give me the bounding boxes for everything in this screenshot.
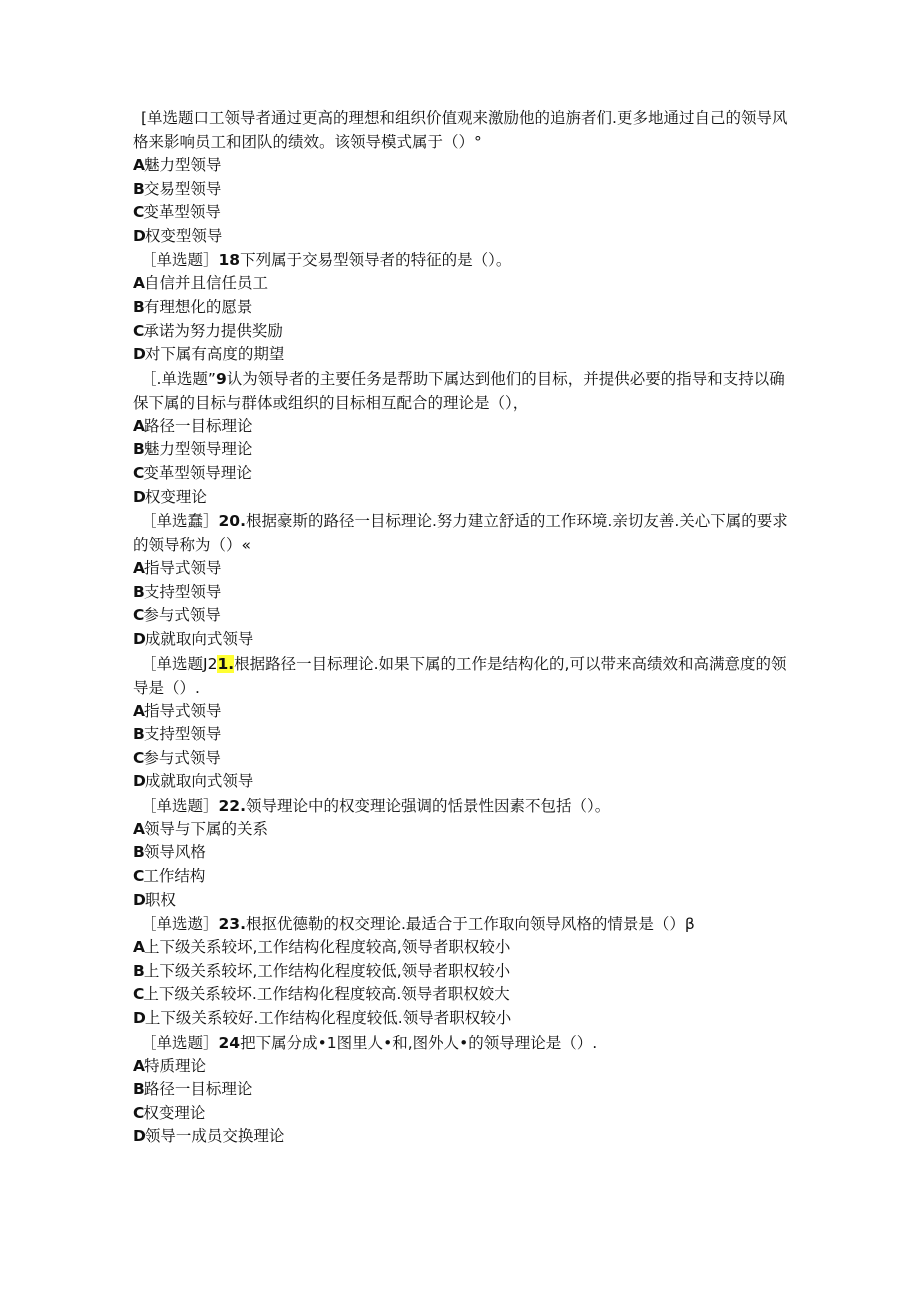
- option-letter: D: [133, 487, 145, 506]
- option-d: [133, 889, 793, 913]
- option-a: [133, 415, 793, 439]
- question-number: 24: [218, 1033, 241, 1052]
- question-stem: [133, 794, 793, 818]
- option-letter: C: [133, 1103, 144, 1122]
- option-text: 支持型领导: [143, 582, 222, 601]
- option-text: 参与式领导: [143, 606, 221, 625]
- option-letter: B: [133, 1080, 144, 1099]
- option-d: [133, 225, 793, 249]
- option-text: 上下级关系较好.工作结构化程度较低.领导者职权较小: [144, 1009, 512, 1028]
- option-letter: A: [133, 1056, 144, 1075]
- option-letter: B: [133, 725, 144, 744]
- option-letter: C: [133, 321, 144, 340]
- stem-prefix: ［单选题］: [141, 251, 219, 270]
- stem-text: 把下属分成•1图里人•和,图外人•的领导理论是（）.: [240, 1033, 598, 1052]
- option-text: 指导式领导: [144, 559, 222, 578]
- option-c: [133, 865, 793, 889]
- option-letter: C: [133, 203, 144, 222]
- option-letter: B: [133, 961, 144, 980]
- question-18: [133, 248, 793, 366]
- option-b: [133, 438, 793, 462]
- option-a: [133, 557, 793, 581]
- option-b: [133, 581, 793, 605]
- stem-text: 认为领导者的主要任务是帮助下属达到他们的目标，并提供必要的指导和支持以确保下属的目标与群体或组织的目标相互配合的理论是（），: [133, 369, 785, 412]
- question-stem: [单选题口工领导者通过更高的理想和组织价值观来激励他的追旃者们.更多地通过自己的领导风格来影响员工和团队的绩效。该领导模式属于（）°: [133, 109, 788, 151]
- question-number: 22.: [218, 796, 246, 815]
- option-letter: B: [133, 297, 144, 316]
- question-stem: [133, 912, 793, 936]
- option-c: [133, 462, 793, 486]
- stem-text: 根抠优德勒的权交理论.最适合于工作取向领导风格的情景是（）β: [245, 915, 695, 934]
- option-b: [133, 1078, 793, 1102]
- option-letter: A: [133, 416, 144, 435]
- option-letter: A: [133, 938, 144, 957]
- option-text: 变革型领导: [143, 203, 221, 222]
- stem-text: 根据路径一目标理论.如果下属的工作是结构化的,可以带来高绩效和高满意度的领导是（）.: [133, 654, 787, 697]
- option-text: 魅力型领导: [144, 156, 222, 174]
- option-b: [133, 723, 793, 747]
- option-text: 工作结构: [143, 867, 206, 886]
- option-text: 权变理论: [144, 487, 207, 506]
- option-a: [133, 154, 793, 178]
- stem-prefix: ［单选题］: [141, 796, 219, 815]
- stem-prefix: ［.单选题”: [141, 369, 216, 388]
- option-letter: C: [133, 748, 144, 767]
- option-c: [133, 747, 793, 771]
- question-number: 20.: [218, 512, 246, 531]
- question-stem: [133, 652, 793, 700]
- option-d: [133, 1007, 793, 1031]
- stem-prefix: ［单选题］: [141, 1033, 219, 1052]
- stem-text: 根据豪斯的路径一目标理论.努力建立舒适的工作环境.亲切友善.关心下属的要求的领导称为（）«: [133, 512, 788, 555]
- option-c: [133, 201, 793, 225]
- option-a: [133, 272, 793, 296]
- document-page: [133, 106, 793, 1149]
- option-letter: B: [133, 582, 144, 601]
- stem-prefix: ［单选蠢］: [141, 512, 219, 531]
- option-letter: A: [133, 819, 144, 838]
- option-letter: A: [133, 559, 144, 578]
- option-text: 参与式领导: [143, 748, 221, 767]
- option-letter: B: [133, 179, 144, 198]
- option-d: [133, 486, 793, 510]
- question-stem: [133, 367, 793, 415]
- question-number: 23.: [218, 915, 246, 934]
- option-letter: D: [133, 1009, 145, 1028]
- option-d: [133, 1125, 793, 1149]
- option-text: 权变型领导: [144, 226, 223, 245]
- option-letter: A: [133, 156, 144, 174]
- option-b: [133, 178, 793, 202]
- option-a: [133, 818, 793, 842]
- option-text: 魅力型领导理论: [143, 440, 253, 459]
- question-number: 9: [215, 369, 227, 388]
- option-text: 对下属有高度的期望: [144, 345, 285, 364]
- option-b: [133, 960, 793, 984]
- option-letter: D: [133, 345, 145, 364]
- option-text: 路径一目标理论: [144, 416, 253, 435]
- option-letter: D: [133, 226, 145, 245]
- question-stem: [133, 509, 793, 557]
- option-d: [133, 770, 793, 794]
- option-letter: D: [133, 1127, 145, 1146]
- option-b: [133, 296, 793, 320]
- option-text: 指导式领导: [144, 701, 222, 720]
- option-text: 有理想化的愿景: [143, 297, 253, 316]
- option-text: 成就取向式领导: [144, 629, 254, 648]
- option-text: 领导风格: [143, 843, 206, 862]
- option-a: [133, 936, 793, 960]
- option-text: 路径一目标理论: [143, 1080, 253, 1099]
- option-letter: C: [133, 463, 144, 482]
- question-24: [133, 1031, 793, 1149]
- question-23: [133, 912, 793, 1030]
- option-d: [133, 343, 793, 367]
- option-c: [133, 1102, 793, 1126]
- stem-text: 下列属于交易型领导者的特征的是（）。: [240, 251, 512, 270]
- question-19: [133, 367, 793, 509]
- option-text: 成就取向式领导: [144, 772, 254, 791]
- option-a: [133, 700, 793, 724]
- question-1: [133, 106, 793, 248]
- option-letter: A: [133, 701, 144, 720]
- question-stem: [133, 1031, 793, 1055]
- option-letter: D: [133, 890, 145, 909]
- option-text: 承诺为努力提供奖励: [143, 321, 283, 340]
- option-letter: B: [133, 843, 144, 862]
- option-text: 上下级关系较坏,工作结构化程度较高,领导者职权较小: [144, 938, 511, 957]
- option-letter: D: [133, 772, 145, 791]
- option-c: [133, 320, 793, 344]
- stem-text: 领导理论中的权变理论强调的恬景性因素不包括（）。: [245, 796, 611, 815]
- question-20: [133, 509, 793, 651]
- option-d: [133, 628, 793, 652]
- option-text: 自信并且信任员工: [144, 274, 269, 293]
- option-letter: B: [133, 440, 144, 459]
- option-text: 上下级关系较坏,工作结构化程度较低,领导者职权较小: [143, 961, 511, 980]
- option-text: 变革型领导理论: [143, 463, 252, 482]
- option-text: 交易型领导: [143, 179, 222, 198]
- question-stem: [133, 248, 793, 272]
- option-letter: C: [133, 985, 144, 1004]
- option-letter: A: [133, 274, 144, 293]
- option-text: 特质理论: [144, 1056, 207, 1075]
- stem-prefix: ［单选遨］: [141, 915, 219, 934]
- option-letter: D: [133, 629, 145, 648]
- option-text: 领导与下属的关系: [144, 819, 269, 838]
- option-a: [133, 1055, 793, 1079]
- highlighted-number: 1.: [217, 654, 235, 673]
- stem-prefix: ［单选题J2: [141, 654, 218, 673]
- option-c: [133, 983, 793, 1007]
- option-text: 领导一成员交换理论: [144, 1127, 285, 1146]
- option-letter: C: [133, 606, 144, 625]
- question-22: [133, 794, 793, 912]
- option-text: 职权: [144, 890, 176, 909]
- option-text: 上下级关系较坏.工作结构化程度较高.领导者职权姣大: [143, 985, 510, 1004]
- option-c: [133, 604, 793, 628]
- question-number: 18: [218, 251, 241, 270]
- option-text: 权变理论: [143, 1103, 206, 1122]
- option-b: [133, 841, 793, 865]
- option-text: 支持型领导: [143, 725, 222, 744]
- option-letter: C: [133, 867, 144, 886]
- question-21: [133, 652, 793, 794]
